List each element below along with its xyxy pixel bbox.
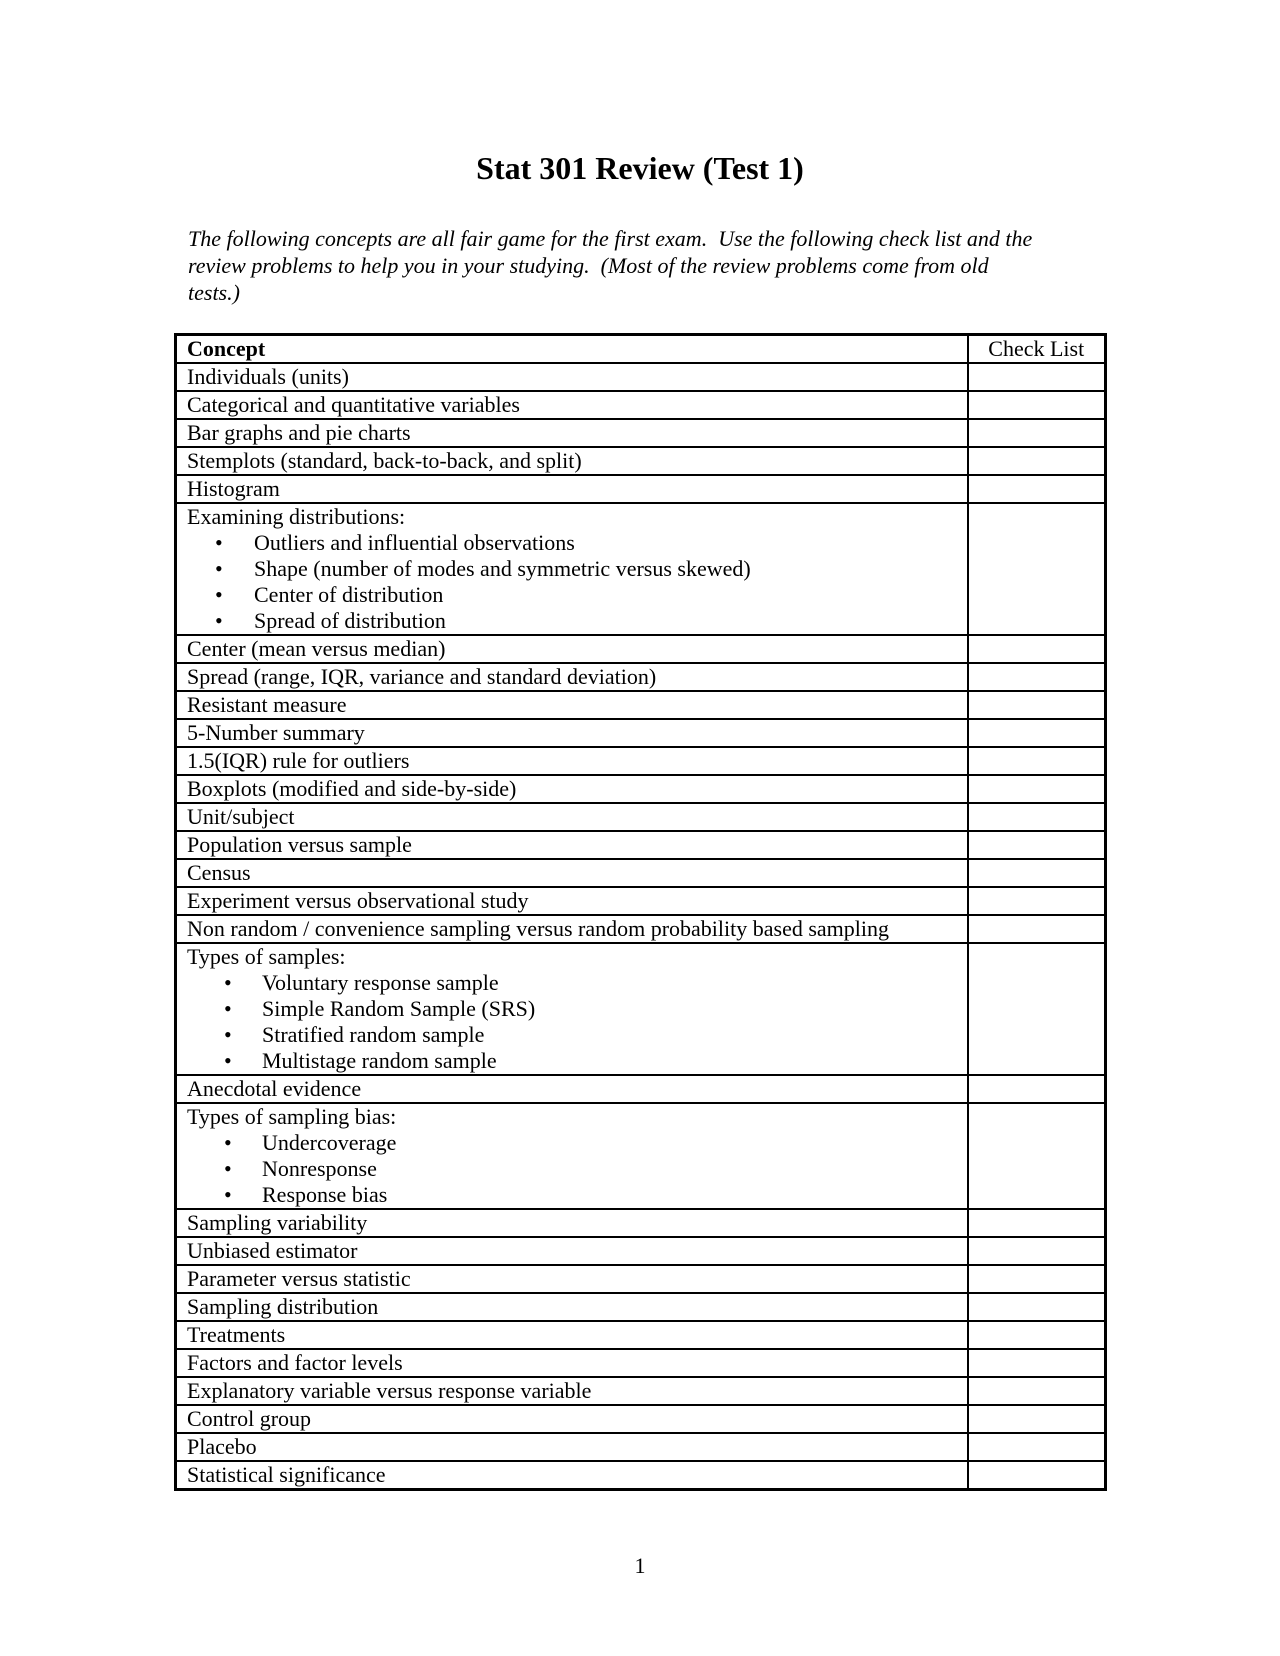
check-cell[interactable] (968, 719, 1106, 747)
bullet-text: Shape (number of modes and symmetric versus skewed) (254, 556, 751, 581)
concept-label: Explanatory variable versus response variable (187, 1378, 592, 1403)
bullet-icon: • (224, 1048, 232, 1073)
concept-label: Census (187, 860, 251, 885)
table-row (176, 1461, 1106, 1490)
concept-cell (176, 1377, 968, 1405)
concept-rows (176, 363, 1106, 1490)
bullet-icon: • (224, 970, 232, 995)
concept-cell (176, 775, 968, 803)
table-row (176, 391, 1106, 419)
concept-label: Statistical significance (187, 1462, 386, 1487)
check-cell[interactable] (968, 1209, 1106, 1237)
concept-label: Categorical and quantitative variables (187, 392, 520, 417)
concept-label: Boxplots (modified and side-by-side) (187, 776, 517, 801)
check-cell[interactable] (968, 859, 1106, 887)
concept-cell (176, 635, 968, 663)
table-row (176, 803, 1106, 831)
concept-label: Population versus sample (187, 832, 412, 857)
concept-label: Spread (range, IQR, variance and standard deviation) (187, 664, 657, 689)
concept-sublist (187, 530, 957, 634)
concept-label: Factors and factor levels (187, 1350, 403, 1375)
bullet-text: Multistage random sample (262, 1048, 497, 1073)
concept-label: Treatments (187, 1322, 286, 1347)
concept-label: Types of sampling bias: (187, 1104, 397, 1129)
concept-cell (176, 1433, 968, 1461)
concept-cell (176, 1405, 968, 1433)
intro-paragraph: The following concepts are all fair game for the first exam. Use the following check list and the review problems to help you in your studying. (Most of the review problems come from old tests.) (188, 226, 1033, 305)
concept-label: Unbiased estimator (187, 1238, 358, 1263)
check-cell[interactable] (968, 1075, 1106, 1103)
bullet-text: Simple Random Sample (SRS) (262, 996, 536, 1021)
list-item (187, 530, 957, 556)
concept-cell (176, 887, 968, 915)
check-cell[interactable] (968, 1349, 1106, 1377)
bullet-text: Center of distribution (254, 582, 444, 607)
concept-cell (176, 1461, 968, 1490)
concept-column-header: Concept (176, 335, 968, 364)
table-row (176, 1237, 1106, 1265)
concept-label: 5-Number summary (187, 720, 365, 745)
table-row (176, 1209, 1106, 1237)
concept-cell (176, 363, 968, 391)
check-cell[interactable] (968, 1377, 1106, 1405)
bullet-text: Stratified random sample (262, 1022, 485, 1047)
list-item (187, 970, 957, 996)
table-row (176, 663, 1106, 691)
concept-label: 1.5(IQR) rule for outliers (187, 748, 410, 773)
concept-cell (176, 1237, 968, 1265)
concept-cell (176, 447, 968, 475)
concept-label: Stemplots (standard, back-to-back, and split) (187, 448, 582, 473)
list-item (187, 556, 957, 582)
table-row (176, 1103, 1106, 1209)
table-row (176, 419, 1106, 447)
table-row (176, 635, 1106, 663)
table-row (176, 1265, 1106, 1293)
list-item (187, 996, 957, 1022)
table-row (176, 719, 1106, 747)
list-item (187, 1130, 957, 1156)
concept-label: Placebo (187, 1434, 257, 1459)
concept-cell (176, 831, 968, 859)
bullet-text: Spread of distribution (254, 608, 446, 633)
concept-label: Sampling variability (187, 1210, 368, 1235)
check-cell[interactable] (968, 887, 1106, 915)
concept-label: Types of samples: (187, 944, 346, 969)
concept-label: Resistant measure (187, 692, 347, 717)
concept-cell (176, 719, 968, 747)
concept-label: Individuals (units) (187, 364, 349, 389)
check-cell[interactable] (968, 1265, 1106, 1293)
concept-label: Center (mean versus median) (187, 636, 446, 661)
table-row (176, 691, 1106, 719)
concept-label: Examining distributions: (187, 504, 406, 529)
check-cell[interactable] (968, 663, 1106, 691)
bullet-icon: • (224, 996, 232, 1021)
concept-cell (176, 859, 968, 887)
concept-cell (176, 391, 968, 419)
concept-cell (176, 691, 968, 719)
concept-cell (176, 1209, 968, 1237)
bullet-icon: • (224, 1156, 232, 1181)
check-cell[interactable] (968, 391, 1106, 419)
check-cell[interactable] (968, 943, 1106, 1075)
check-list-column-header: Check List (968, 335, 1106, 364)
check-cell[interactable] (968, 803, 1106, 831)
check-cell[interactable] (968, 419, 1106, 447)
table-row (176, 887, 1106, 915)
check-cell[interactable] (968, 1433, 1106, 1461)
bullet-text: Outliers and influential observations (254, 530, 575, 555)
list-item (187, 1022, 957, 1048)
table-row (176, 1075, 1106, 1103)
bullet-icon: • (215, 530, 223, 555)
check-cell[interactable] (968, 691, 1106, 719)
bullet-text: Response bias (262, 1182, 388, 1207)
concept-cell (176, 1293, 968, 1321)
list-item (187, 1182, 957, 1208)
concept-label: Anecdotal evidence (187, 1076, 362, 1101)
bullet-icon: • (215, 556, 223, 581)
bullet-icon: • (224, 1022, 232, 1047)
bullet-icon: • (224, 1130, 232, 1155)
concept-label: Control group (187, 1406, 312, 1431)
table-row (176, 1293, 1106, 1321)
bullet-text: Nonresponse (262, 1156, 377, 1181)
concept-cell (176, 419, 968, 447)
table-header-row (176, 335, 1106, 364)
check-cell[interactable] (968, 475, 1106, 503)
concept-label: Experiment versus observational study (187, 888, 529, 913)
check-cell[interactable] (968, 1103, 1106, 1209)
check-cell[interactable] (968, 831, 1106, 859)
table-row (176, 447, 1106, 475)
concept-cell (176, 503, 968, 635)
check-cell[interactable] (968, 1321, 1106, 1349)
table-row (176, 363, 1106, 391)
concept-cell (176, 475, 968, 503)
table-row (176, 503, 1106, 635)
table-row (176, 1321, 1106, 1349)
concept-cell (176, 915, 968, 943)
concept-cell (176, 747, 968, 775)
check-cell[interactable] (968, 1461, 1106, 1490)
concept-label: Non random / convenience sampling versus random probability based sampling (187, 916, 890, 941)
list-item (187, 608, 957, 634)
table-row (176, 475, 1106, 503)
concept-label: Parameter versus statistic (187, 1266, 411, 1291)
check-cell[interactable] (968, 775, 1106, 803)
check-cell[interactable] (968, 363, 1106, 391)
concept-cell (176, 1321, 968, 1349)
table-row (176, 775, 1106, 803)
concept-cell (176, 943, 968, 1075)
concept-cell (176, 1265, 968, 1293)
concept-cell (176, 663, 968, 691)
list-item (187, 582, 957, 608)
check-cell[interactable] (968, 915, 1106, 943)
table-row (176, 1349, 1106, 1377)
concept-sublist (187, 970, 957, 1074)
concept-sublist (187, 1130, 957, 1208)
bullet-icon: • (215, 608, 223, 633)
page-number: 1 (634, 1553, 646, 1578)
check-cell[interactable] (968, 635, 1106, 663)
bullet-text: Undercoverage (262, 1130, 397, 1155)
page-title: Stat 301 Review (Test 1) (476, 150, 804, 186)
concept-cell (176, 803, 968, 831)
concept-checklist-table (174, 333, 1107, 1491)
check-cell[interactable] (968, 447, 1106, 475)
table-row (176, 831, 1106, 859)
concept-label: Bar graphs and pie charts (187, 420, 411, 445)
concept-label: Histogram (187, 476, 280, 501)
check-cell[interactable] (968, 1237, 1106, 1265)
table-row (176, 1433, 1106, 1461)
concept-label: Unit/subject (187, 804, 295, 829)
bullet-text: Voluntary response sample (262, 970, 499, 995)
concept-cell (176, 1075, 968, 1103)
check-cell[interactable] (968, 503, 1106, 635)
check-cell[interactable] (968, 1293, 1106, 1321)
table-row (176, 859, 1106, 887)
list-item (187, 1048, 957, 1074)
table-row (176, 1377, 1106, 1405)
concept-cell (176, 1349, 968, 1377)
list-item (187, 1156, 957, 1182)
concept-label: Sampling distribution (187, 1294, 379, 1319)
bullet-icon: • (224, 1182, 232, 1207)
table-row (176, 1405, 1106, 1433)
concept-cell (176, 1103, 968, 1209)
check-cell[interactable] (968, 747, 1106, 775)
table-row (176, 747, 1106, 775)
table-row (176, 943, 1106, 1075)
check-cell[interactable] (968, 1405, 1106, 1433)
table-row (176, 915, 1106, 943)
bullet-icon: • (215, 582, 223, 607)
